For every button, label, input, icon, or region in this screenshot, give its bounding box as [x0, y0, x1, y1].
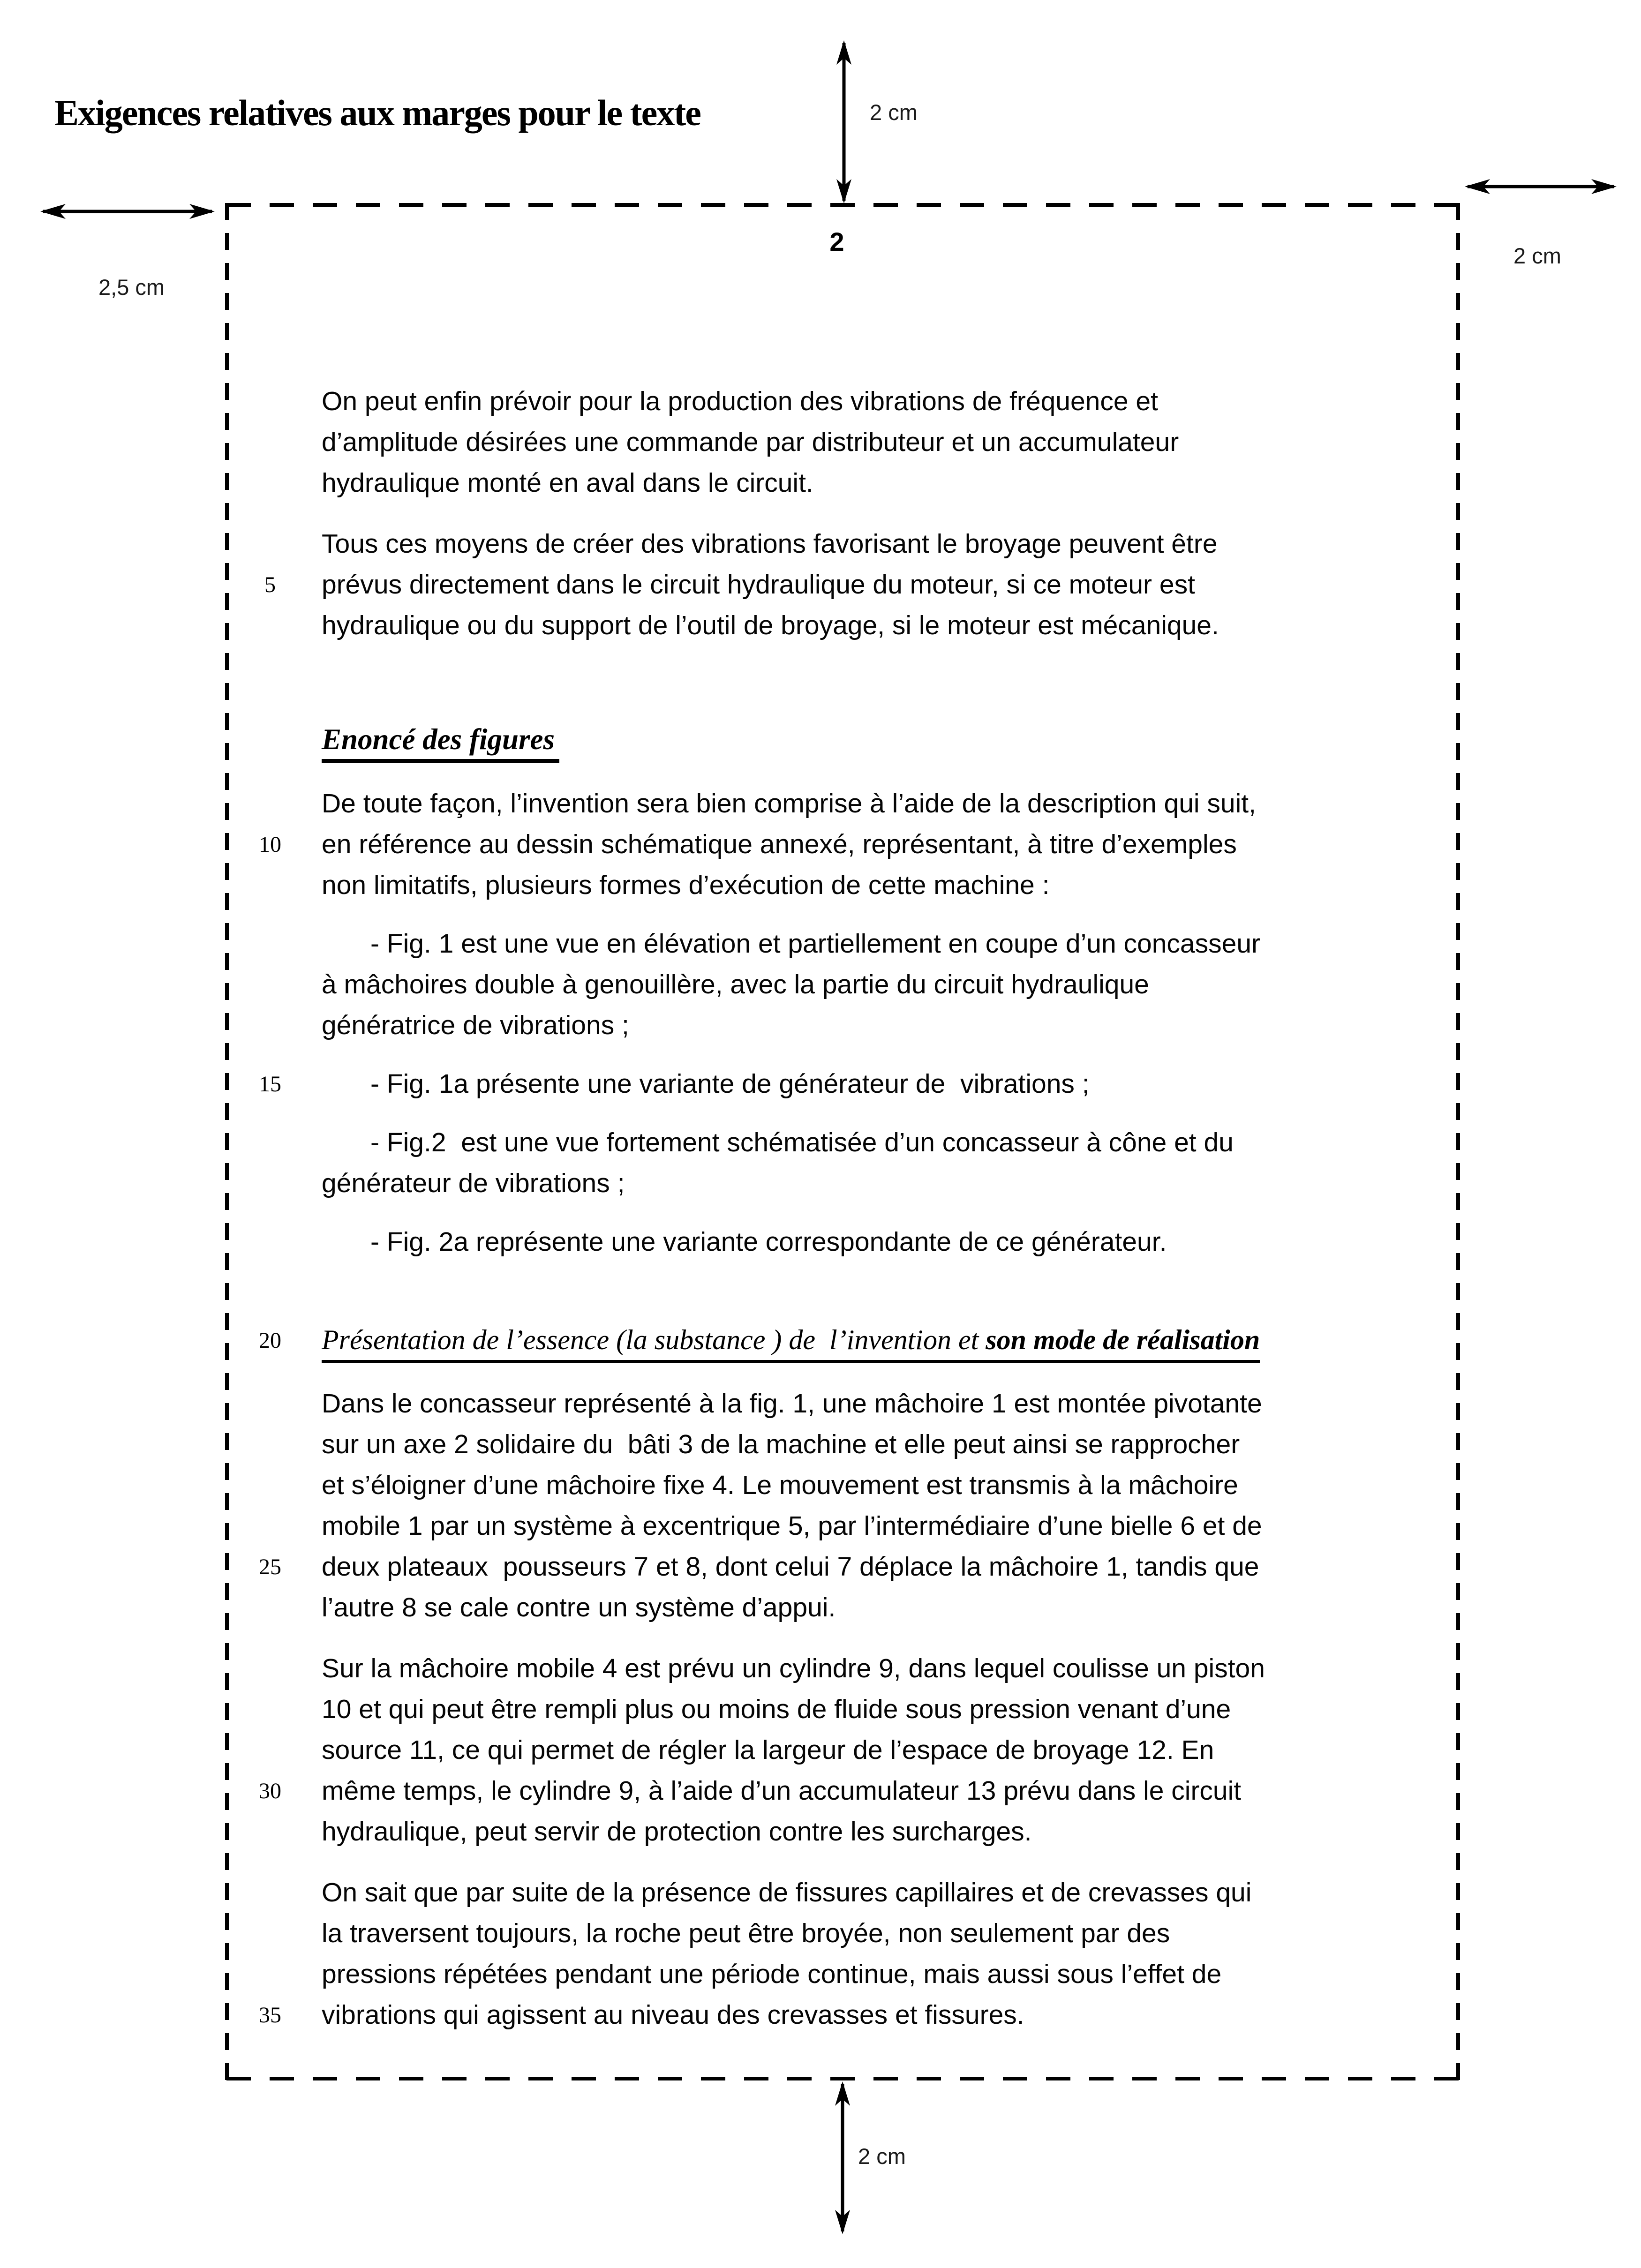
text-line [259, 824, 1414, 865]
text-line [322, 1587, 1414, 1628]
text-line [322, 964, 1414, 1005]
section-heading [259, 1320, 1414, 1363]
heading-underline: Enoncé des figures [322, 722, 559, 763]
bottom-margin-label: 2 cm [858, 2144, 906, 2169]
paragraph-block [259, 1648, 1414, 1852]
bottom-margin-arrow-icon [829, 2081, 856, 2235]
figure-list-item [322, 1222, 1414, 1262]
figure-list-item [322, 1122, 1414, 1204]
line-text: et s’éloigner d’une mâchoire fixe 4. Le mouvement est transmis à la mâchoire [322, 1470, 1238, 1500]
text-line [322, 865, 1414, 906]
text-line [322, 1648, 1414, 1689]
line-text: - Fig.2 est une vue fortement schématisée d’un concasseur à cône et du [370, 1127, 1234, 1157]
line-number: 5 [264, 572, 276, 597]
line-number: 25 [259, 1555, 281, 1579]
right-margin-label: 2 cm [1513, 243, 1561, 268]
text-line [322, 1122, 1414, 1163]
text-line [322, 1383, 1414, 1424]
text-line [322, 1506, 1414, 1547]
text-line [322, 524, 1414, 564]
page-title: Exigences relatives aux marges pour le texte [54, 92, 700, 133]
line-text: - Fig. 2a représente une variante correspondante de ce générateur. [370, 1227, 1167, 1257]
text-column [259, 381, 1414, 2035]
top-margin-label: 2 cm [870, 100, 918, 125]
line-text: Tous ces moyens de créer des vibrations favorisant le broyage peuvent être [322, 529, 1218, 559]
line-text: deux plateaux pousseurs 7 et 8, dont celui 7 déplace la mâchoire 1, tandis que [322, 1552, 1259, 1582]
line-text: sur un axe 2 solidaire du bâti 3 de la machine et elle peut ainsi se rapprocher [322, 1429, 1240, 1459]
line-text: vibrations qui agissent au niveau des crevasses et fissures. [322, 2000, 1024, 2030]
text-area-border-left [225, 203, 229, 2080]
text-line [259, 1547, 1414, 1587]
line-text: mobile 1 par un système à excentrique 5, par l’intermédiaire d’une bielle 6 et de [322, 1511, 1262, 1541]
heading-line [259, 1320, 1414, 1363]
line-text: hydraulique, peut servir de protection contre les surcharges. [322, 1817, 1032, 1847]
line-text: Sur la mâchoire mobile 4 est prévu un cylindre 9, dans lequel coulisse un piston [322, 1653, 1265, 1683]
line-text: prévus directement dans le circuit hydraulique du moteur, si ce moteur est [322, 570, 1195, 600]
line-text: la traversent toujours, la roche peut être broyée, non seulement par des [322, 1918, 1170, 1948]
line-text: On sait que par suite de la présence de fissures capillaires et de crevasses qui [322, 1877, 1252, 1908]
line-number: 10 [259, 832, 281, 857]
paragraph-block [322, 381, 1414, 503]
heading-line [322, 720, 1414, 763]
text-line [322, 1811, 1414, 1852]
text-line [322, 1222, 1414, 1262]
line-text: pressions répétées pendant une période continue, mais aussi sous l’effet de [322, 1959, 1222, 1989]
paragraph-block [259, 1872, 1414, 2035]
text-line [322, 783, 1414, 824]
line-text: On peut enfin prévoir pour la production des vibrations de fréquence et [322, 386, 1158, 416]
line-text: source 11, ce qui permet de régler la largeur de l’espace de broyage 12. En [322, 1735, 1214, 1765]
line-text: non limitatifs, plusieurs formes d’exécution de cette machine : [322, 870, 1050, 900]
text-line [259, 1771, 1414, 1811]
text-line [264, 564, 1414, 605]
line-text: génératrice de vibrations ; [322, 1010, 629, 1040]
line-text: d’amplitude désirées une commande par distributeur et un accumulateur [322, 427, 1179, 457]
line-number: 20 [259, 1328, 281, 1353]
figure-list-item [322, 924, 1414, 1046]
line-text: hydraulique ou du support de l’outil de broyage, si le moteur est mécanique. [322, 610, 1219, 640]
text-line [322, 605, 1414, 646]
paragraph-block [259, 1383, 1414, 1628]
paragraph-block [264, 524, 1414, 646]
text-line [322, 422, 1414, 463]
left-margin-label: 2,5 cm [98, 275, 165, 300]
figure-list-item [259, 1064, 1414, 1104]
line-text: en référence au dessin schématique annexé, représentant, à titre d’exemples [322, 829, 1237, 859]
right-margin-arrow-icon [1464, 175, 1618, 198]
text-line [259, 1064, 1414, 1104]
line-text: générateur de vibrations ; [322, 1168, 625, 1198]
text-line [322, 1730, 1414, 1771]
text-line [322, 381, 1414, 422]
text-line [322, 1689, 1414, 1730]
line-text: hydraulique monté en aval dans le circuit. [322, 468, 813, 498]
line-text: 10 et qui peut être rempli plus ou moins de fluide sous pression venant d’une [322, 1694, 1231, 1724]
text-line [322, 1163, 1414, 1204]
text-line [322, 1954, 1414, 1995]
text-area-border-right [1456, 203, 1460, 2080]
text-area-border-top [226, 203, 1460, 207]
line-text: à mâchoires double à genouillère, avec la partie du circuit hydraulique [322, 969, 1149, 999]
text-line [322, 924, 1414, 964]
line-number: 30 [259, 1779, 281, 1803]
text-line [322, 1913, 1414, 1954]
line-text: même temps, le cylindre 9, à l’aide d’un accumulateur 13 prévu dans le circuit [322, 1776, 1242, 1806]
section-heading [322, 720, 1414, 763]
text-line [322, 1872, 1414, 1913]
heading-underline [322, 1324, 1260, 1363]
top-margin-arrow-icon [831, 39, 857, 204]
line-number: 35 [259, 2003, 281, 2028]
text-area-border-bottom [226, 2077, 1460, 2080]
line-text: - Fig. 1a présente une variante de générateur de vibrations ; [370, 1069, 1090, 1099]
heading-text: son mode de réalisation [986, 1324, 1260, 1355]
text-line [322, 1424, 1414, 1465]
text-line [322, 463, 1414, 503]
line-text: - Fig. 1 est une vue en élévation et partiellement en coupe d’un concasseur [370, 929, 1261, 959]
line-number: 15 [259, 1072, 281, 1096]
line-text: Dans le concasseur représenté à la fig. 1, une mâchoire 1 est montée pivotante [322, 1389, 1262, 1419]
text-line [322, 1465, 1414, 1506]
line-text: l’autre 8 se cale contre un système d’appui. [322, 1592, 836, 1622]
paragraph-block [259, 783, 1414, 906]
left-margin-arrow-icon [39, 200, 216, 223]
heading-text: Présentation de l’essence (la substance ) de l’invention et [322, 1324, 986, 1355]
line-text: De toute façon, l’invention sera bien comprise à l’aide de la description qui suit, [322, 789, 1256, 819]
text-line [322, 1005, 1414, 1046]
text-line [259, 1995, 1414, 2035]
page-number: 2 [829, 227, 844, 256]
